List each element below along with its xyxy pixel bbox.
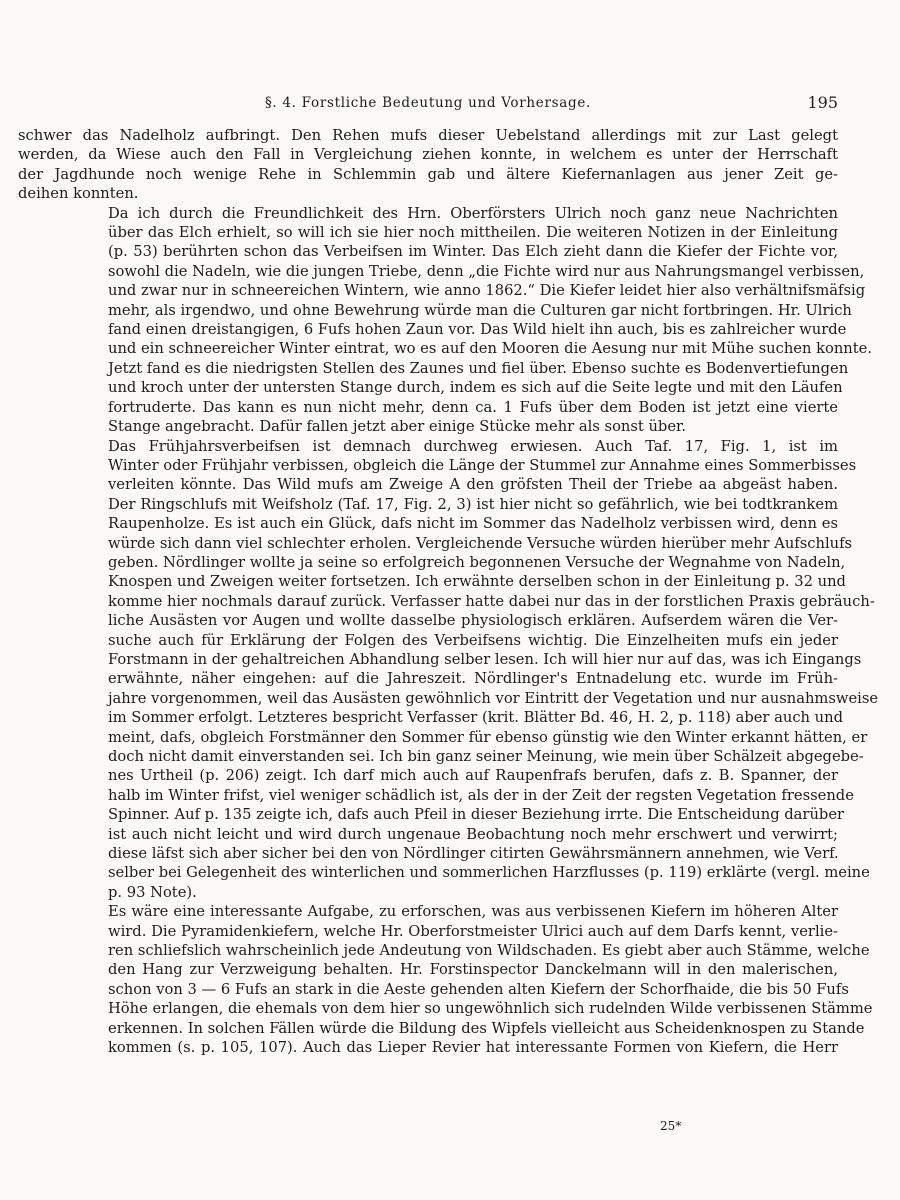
paragraph: [18, 204, 873, 437]
page-number: 195: [807, 93, 838, 112]
text-line: kommen (s. p. 105, 107). Auch das Lieper Revier hat interessante Formen von Kiefern, die Herr: [108, 1039, 838, 1057]
body-text: [18, 126, 879, 1058]
text-line: Das Frühjahrsverbeifsen ist demnach durchweg erwiesen. Auch Taf. 17, Fig. 1, ist im: [108, 437, 838, 455]
text-line: verleiten könnte. Das Wild mufs am Zweige A den gröfsten Theil der Triebe aa abgeäst haben.: [108, 476, 838, 494]
text-line: werden, da Wiese auch den Fall in Vergleichung ziehen konnte, in welchem es unter der Herrschaft: [18, 146, 838, 164]
text-line: nes Urtheil (p. 206) zeigt. Ich darf mich auch auf Raupenfrafs berufen, dafs z. B. Spanner, der: [108, 767, 838, 785]
text-line: fand einen dreistangigen, 6 Fufs hohen Zaun vor. Das Wild hielt ihn auch, bis es zahlreicher wurde: [108, 321, 847, 339]
text-line: (p. 53) berührten schon das Verbeifsen im Winter. Das Elch zieht dann die Kiefer der Fichte vor,: [108, 243, 838, 261]
text-line: p. 93 Note).: [108, 883, 197, 901]
text-line: erwähnte, näher eingehen: auf die Jahreszeit. Nördlinger's Entnadelung etc. wurde im Früh-: [108, 670, 838, 688]
text-line: doch nicht damit einverstanden sei. Ich bin ganz seiner Meinung, wie mein über Schälzeit abgegebe-: [108, 748, 864, 765]
text-line: schwer das Nadelholz aufbringt. Den Rehen mufs dieser Uebelstand allerdings mit zur Last gelegt: [18, 127, 838, 144]
text-line: fortruderte. Das kann es nun nicht mehr, denn ca. 1 Fufs über dem Boden ist jetzt eine vierte: [108, 398, 838, 416]
text-line: Es wäre eine interessante Aufgabe, zu erforschen, was aus verbissenen Kiefern im höheren Alter: [108, 903, 838, 921]
text-line: und zwar nur in schneereichen Wintern, wie anno 1862.“ Die Kiefer leidet hier also verhältnifsmäfsig: [108, 282, 866, 300]
paragraph: [18, 902, 873, 1057]
text-line: wird. Die Pyramidenkiefern, welche Hr. Oberforstmeister Ulrici auch auf dem Darfs kennt, verlie-: [108, 922, 838, 940]
text-line: geben. Nördlinger wollte ja seine so erfolgreich begonnenen Versuche der Wegnahme von Nadeln,: [108, 553, 846, 571]
section-title: §. 4. Forstliche Bedeutung und Vorhersage.: [264, 95, 592, 111]
text-line: schon von 3 — 6 Fufs an stark in die Aeste gehenden alten Kiefern der Schorfhaide, die bis 50 Fufs: [108, 980, 849, 998]
text-line: und kroch unter der untersten Stange durch, indem es sich auf die Seite legte und mit den Läufen: [108, 379, 843, 397]
text-line: komme hier nochmals darauf zurück. Verfasser hatte dabei nur das in der forstlichen Praxis gebräuch-: [108, 592, 875, 610]
text-line: der Jagdhunde noch wenige Rehe in Schlemmin gab und ältere Kiefernanlagen aus jener Zeit ge-: [18, 165, 838, 183]
text-line: suche auch für Erklärung der Folgen des Verbeifsens wichtig. Die Einzelheiten mufs ein jeder: [108, 631, 838, 649]
running-header: [18, 92, 838, 114]
text-line: im Sommer erfolgt. Letzteres bespricht Verfasser (krit. Blätter Bd. 46, H. 2, p. 118) aber auch und: [108, 709, 844, 727]
text-line: Jetzt fand es die niedrigsten Stellen des Zaunes und fiel über. Ebenso suchte es Bodenvertiefungen: [108, 359, 849, 377]
text-line: Spinner. Auf p. 135 zeigte ich, dafs auch Pfeil in dieser Beziehung irrte. Die Entscheidung darüber: [108, 806, 845, 824]
text-line: sowohl die Nadeln, wie die jungen Triebe, denn „die Fichte wird nur aus Nahrungsmangel verbissen,: [108, 262, 865, 280]
text-line: Höhe erlangen, die ehemals von dem hier so ungewöhnlich sich rudelnden Wilde verbissenen Stämme: [108, 1000, 873, 1018]
paragraph: [18, 126, 838, 204]
text-line: mehr, als irgendwo, und ohne Bewehrung würde man die Culturen gar nicht fortbringen. Hr. Ulrich: [108, 301, 852, 319]
text-line: den Hang zur Verzweigung behalten. Hr. Forstinspector Danckelmann will in den malerischen,: [108, 961, 838, 979]
text-line: Stange angebracht. Dafür fallen jetzt aber einige Stücke mehr als sonst über.: [108, 418, 687, 436]
text-line: Knospen und Zweigen weiter fortsetzen. Ich erwähnte derselben schon in der Einleitung p. 32 und: [108, 573, 846, 591]
text-line: erkennen. In solchen Fällen würde die Bildung des Wipfels vielleicht aus Scheidenknospen zu Stande: [108, 1019, 865, 1037]
text-line: und ein schneereicher Winter eintrat, wo es auf den Mooren die Aesung nur mit Mühe suchen konnte.: [108, 340, 873, 358]
text-line: über das Elch erhielt, so will ich sie hier noch mittheilen. Die weiteren Notizen in der Einleitung: [108, 224, 838, 242]
text-line: deihen konnten.: [18, 185, 139, 203]
signature-mark: 25*: [660, 1119, 682, 1133]
text-line: meint, dafs, obgleich Forstmänner den Sommer für ebenso günstig wie den Winter erkannt hätten, er: [108, 728, 868, 746]
text-line: Raupenholze. Es ist auch ein Glück, dafs nicht im Sommer das Nadelholz verbissen wird, denn es: [108, 515, 838, 533]
text-line: jahre vorgenommen, weil das Ausästen gewöhnlich vor Eintritt der Vegetation und nur ausnahmsweise: [108, 689, 879, 707]
text-line: diese läfst sich aber sicher bei den von Nördlinger citirten Gewährsmännern annehmen, wie Verf.: [108, 845, 839, 863]
text-line: selber bei Gelegenheit des winterlichen und sommerlichen Harzflusses (p. 119) erklärte (vergl. meine: [108, 864, 870, 882]
text-line: würde sich dann viel schlechter erholen. Vergleichende Versuche würden hierüber mehr Aufschlufs: [108, 534, 853, 552]
text-line: ren schliefslich wahrscheinlich jede Andeutung von Wildschaden. Es giebt aber auch Stämme, welche: [108, 942, 870, 960]
text-line: Der Ringschlufs mit Weifsholz (Taf. 17, Fig. 2, 3) ist hier nicht so gefährlich, wie bei todtkrankem: [108, 495, 838, 513]
text-line: halb im Winter frifst, viel weniger schädlich ist, als der in der Zeit der regsten Vegetation fressende: [108, 786, 854, 804]
text-line: liche Ausästen vor Augen und wollte dasselbe physiologisch erklären. Aufserdem wären die Ver-: [108, 612, 838, 630]
text-line: Winter oder Frühjahr verbissen, obgleich die Länge der Stummel zur Annahme eines Sommerbisses: [108, 456, 857, 474]
text-line: Da ich durch die Freundlichkeit des Hrn. Oberförsters Ulrich noch ganz neue Nachrichten: [108, 204, 838, 222]
text-line: ist auch nicht leicht und wird durch ungenaue Beobachtung noch mehr erschwert und verwirrt;: [108, 825, 838, 843]
text-line: Forstmann in der gehaltreichen Abhandlung selber lesen. Ich will hier nur auf das, was ich Eingangs: [108, 650, 862, 668]
paragraph: [18, 437, 879, 903]
